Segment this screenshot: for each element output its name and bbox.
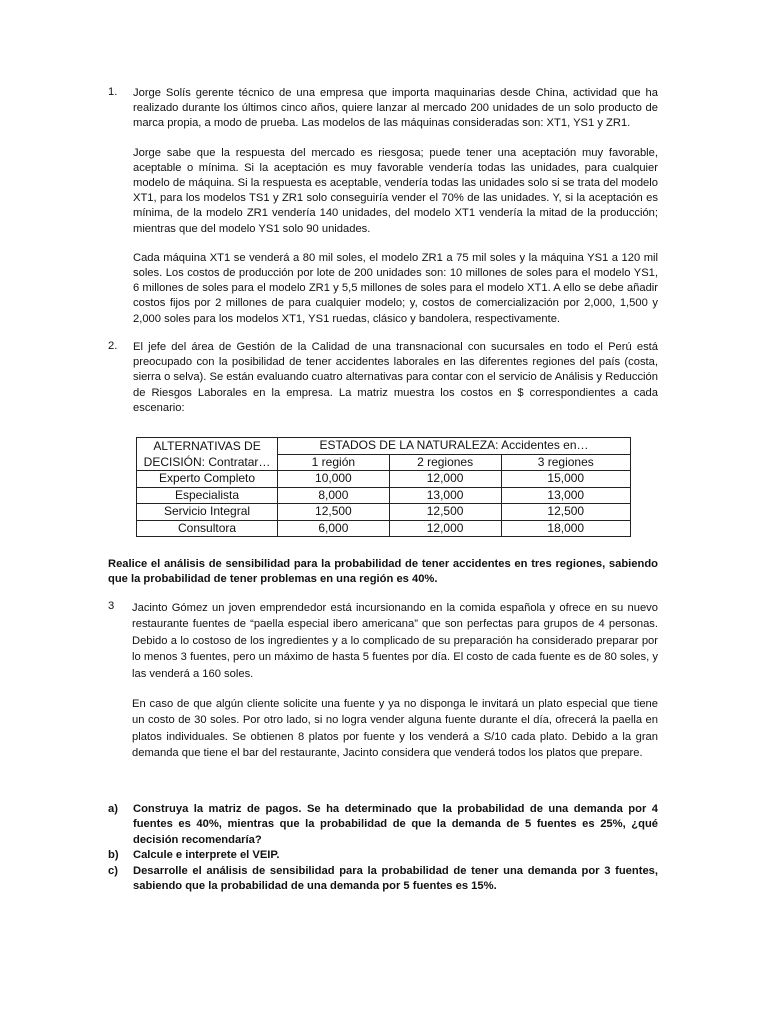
row-label: Servicio Integral (137, 504, 278, 521)
task-label: c) (108, 864, 118, 877)
task-item (108, 848, 658, 863)
table-cell: 6,000 (278, 520, 390, 537)
question-number: 2. (108, 340, 118, 352)
column-header: 2 regiones (389, 454, 501, 471)
row-label: Consultora (137, 520, 278, 537)
table-cell: 8,000 (278, 487, 390, 504)
table-row (137, 520, 631, 537)
question-2 (108, 340, 658, 416)
paragraph: En caso de que algún cliente solicite una fuente y ya no disponga le invitará un plato especial que tiene un costo de 30 soles. Por otro lado, si no logra vender alguna fuente durante el día, ofrecerá la paella en platos individuales. Se obtienen 8 platos por fuente y los venderá a S/10 cada plato. Debido a la gran demanda que tiene el bar del restaurante, Jacinto considera que venderá todos los platos que prepare. (132, 698, 658, 760)
task-item (108, 864, 658, 895)
column-header: 1 región (278, 454, 390, 471)
row-label: Experto Completo (137, 471, 278, 488)
question-1 (108, 86, 658, 327)
table-cell: 12,500 (278, 504, 390, 521)
states-header: ESTADOS DE LA NATURALEZA: Accidentes en… (278, 438, 631, 455)
paragraph: Jorge sabe que la respuesta del mercado es riesgosa; puede tener una aceptación muy favorable, aceptable o mínima. Si la aceptación es muy favorable vendería todas las unidades, para cualquier modelo de máquina. Si la respuesta es aceptable, vendería todas las unidades solo si se trata del modelo XT1, para los modelos TS1 y ZR1 solo conseguiría vender el 70% de las unidades. Y, si la aceptación es mínima, de la modelo ZR1 vendería 140 unidades, del modelo XT1 vendería la mitad de la producción; mientras que del modelo YS1 solo 90 unidades. (133, 146, 658, 235)
task-text: Desarrolle el análisis de sensibilidad para la probabilidad de tener una demanda por 3 fuentes, sabiendo que la probabilidad de una demanda por 5 fuentes es 15%. (133, 864, 658, 893)
alternatives-header: ALTERNATIVAS DE (137, 438, 278, 455)
task-list (108, 802, 658, 894)
paragraph: Cada máquina XT1 se venderá a 80 mil soles, el modelo ZR1 a 75 mil soles y la máquina YS1 a 120 mil soles. Los costos de producción por lote de 200 unidades son: 10 millones de soles para el modelo YS1, 6 millones de soles para el modelo ZR1 y 5,5 millones de soles para el modelo XT1. A ello se debe añadir costos fijos por 2 millones de para cualquier modelo; y, costos de comercialización por 2,000, 1,500 y 2,000 soles para los modelos XT1, YS1 ruedas, clásico y bandolera, respectivamente. (133, 251, 658, 325)
question-number: 1. (108, 86, 118, 98)
table-cell: 12,500 (389, 504, 501, 521)
table-cell: 13,000 (501, 487, 631, 504)
table-cell: 12,000 (389, 471, 501, 488)
question-number: 3 (108, 600, 115, 612)
task-label: a) (108, 803, 118, 815)
paragraph: El jefe del área de Gestión de la Calidad de una transnacional con sucursales en todo el Perú está preocupado con la posibilidad de tener accidentes laborales en las diferentes regiones del país (costa, sierra o selva). Se están evaluando cuatro alternativas para contar con el servicio de Análisis y Reducción de Riesgos Laborales en la empresa. La matriz muestra los costos en $ correspondientes a cada escenario: (133, 341, 658, 414)
column-header: 3 regiones (501, 454, 631, 471)
paragraph: Jorge Solís gerente técnico de una empresa que importa maquinarias desde China, actividad que ha realizado durante los últimos cinco años, quiere lanzar al mercado 200 unidades de un solo producto de marca propia, a modo de prueba. Las modelos de las máquinas consideradas son: XT1, YS1 y ZR1. (133, 87, 658, 130)
table-row (137, 487, 631, 504)
table-row (137, 504, 631, 521)
row-label: Especialista (137, 487, 278, 504)
task-text: Construya la matriz de pagos. Se ha determinado que la probabilidad de una demanda por 4 fuentes es 40%, mientras que la probabilidad de que la demanda de 5 fuentes es 25%, ¿qué decisión recomendaría? (133, 803, 658, 846)
question-3 (108, 600, 658, 762)
table-row (137, 471, 631, 488)
table-cell: 12,500 (501, 504, 631, 521)
paragraph: Jacinto Gómez un joven emprendedor está incursionando en la comida española y ofrece en su nuevo restaurante fuentes de “paella especial ibero americana” que son perfectas para grupos de 4 personas. Debido a lo costoso de los ingredientes y a lo complicado de su preparación ha considerado preparar por lo menos 3 fuentes, pero un máximo de hasta 5 fuentes por día. El costo de cada fuente es de 80 soles, y las venderá a 160 soles. (132, 602, 658, 680)
task-text: Calcule e interprete el VEIP. (133, 849, 280, 862)
table-cell: 12,000 (389, 520, 501, 537)
task-item (108, 802, 658, 848)
table-cell: 18,000 (501, 520, 631, 537)
table-cell: 15,000 (501, 471, 631, 488)
table-cell: 10,000 (278, 471, 390, 488)
alternatives-header: DECISIÓN: Contratar… (137, 454, 278, 471)
decision-matrix-table (136, 437, 631, 537)
sensitivity-instruction: Realice el análisis de sensibilidad para la probabilidad de tener accidentes en tres regiones, sabiendo que la probabilidad de tener problemas en una región es 40%. (108, 558, 658, 586)
task-label: b) (108, 849, 119, 862)
table-cell: 13,000 (389, 487, 501, 504)
